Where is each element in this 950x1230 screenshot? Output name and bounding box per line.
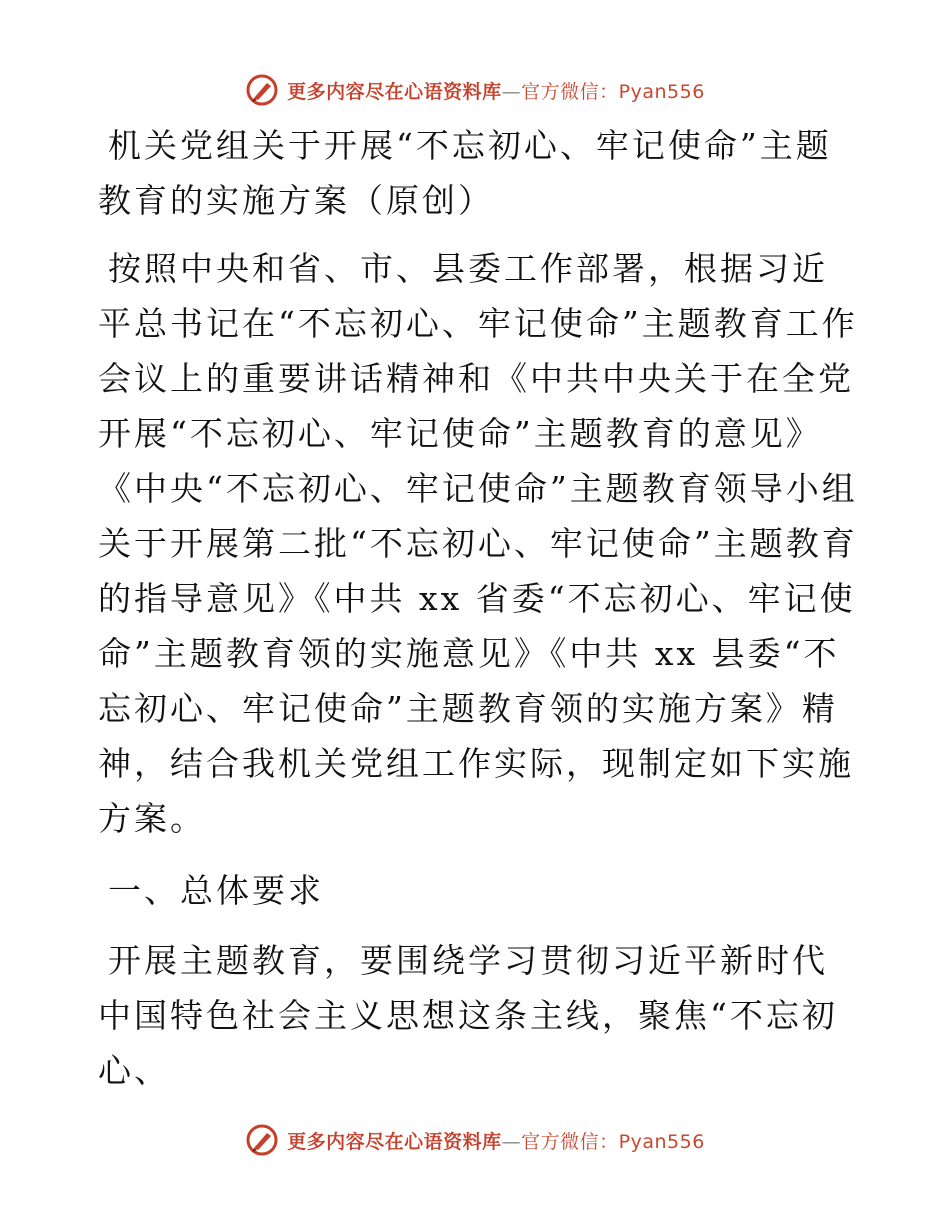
pen-logo-icon: [245, 1123, 279, 1157]
section-heading: 一、总体要求: [108, 871, 324, 910]
banner-separator: —: [501, 80, 522, 103]
section-paragraph: 开展主题教育，要围绕学习贯彻习近平新时代中国特色社会主义思想这条主线，聚焦“不忘初心、: [98, 941, 838, 1090]
banner-site: 更多内容尽在心语资料库: [287, 1130, 502, 1153]
footer-banner: [0, 1120, 950, 1160]
banner-wechat: 官方微信：Pyan556: [521, 80, 705, 103]
intro-paragraph: 按照中央和省、市、县委工作部署，根据习近平总书记在“不忘初心、牢记使命”主题教育工作会议上的重要讲话精神和《中共中央关于在全党开展“不忘初心、牢记使命”主题教育的意见》《中央“不忘初心、牢记使命”主题教育领导小组关于开展第二批“不忘初心、牢记使命”主题教育的指导意见》《中共 xx 省委“不忘初心、牢记使命”主题教育领的实施意见》《中共 xx 县委“不忘初心、牢记使命”主题教育领的实施方案》精神，结合我机关党组工作实际，现制定如下实施方案。: [98, 249, 858, 838]
banner-site: 更多内容尽在心语资料库: [287, 80, 502, 103]
document-body: [98, 118, 858, 1098]
banner-wechat: 官方微信：Pyan556: [521, 1130, 705, 1153]
banner-separator: —: [501, 1130, 522, 1153]
header-banner: [0, 70, 950, 110]
pen-logo-icon: [245, 73, 279, 107]
document-title: 机关党组关于开展“不忘初心、牢记使命”主题教育的实施方案（原创）: [98, 126, 832, 220]
banner-text: [287, 77, 705, 104]
banner-text: [287, 1127, 705, 1154]
